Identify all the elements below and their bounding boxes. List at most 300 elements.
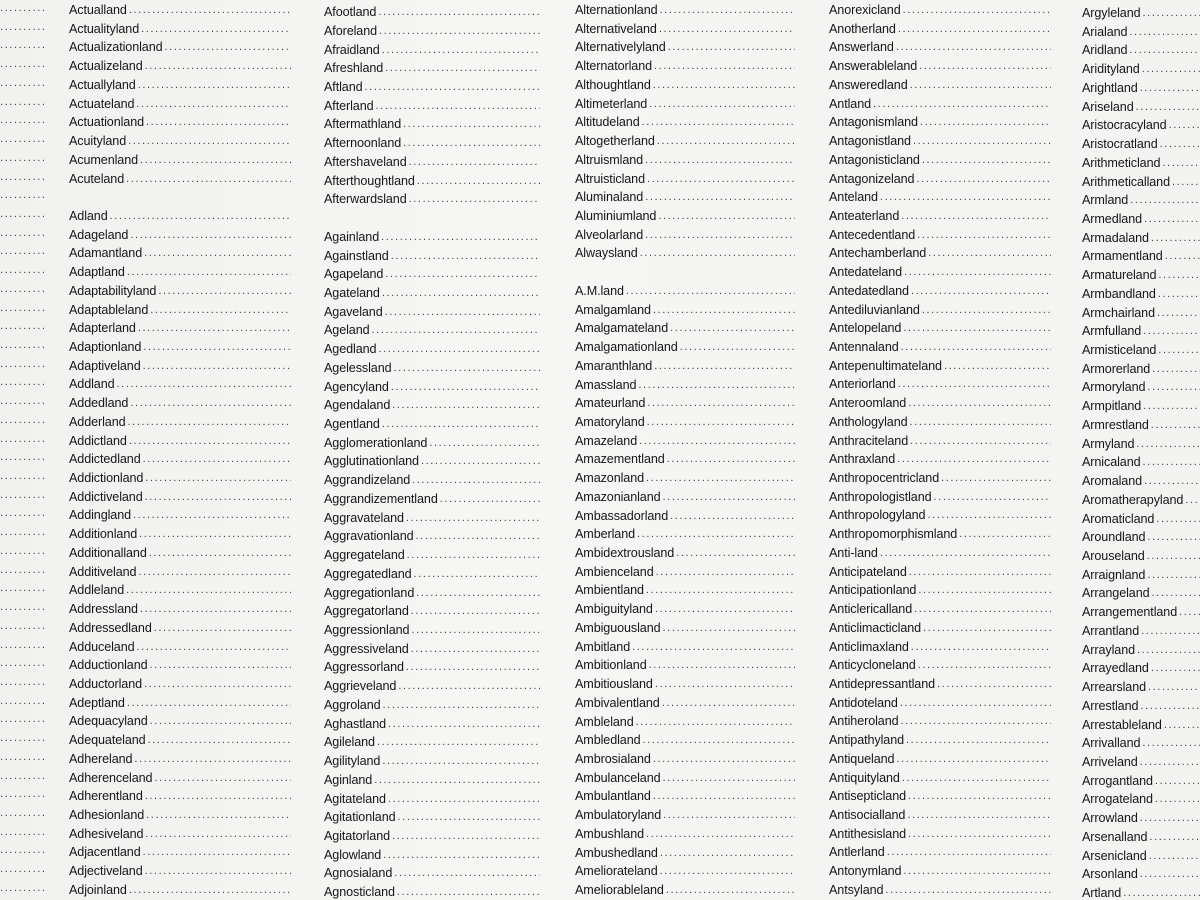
entry-word: Amazonland	[575, 471, 645, 486]
index-entry-antisepticland	[829, 786, 1051, 804]
index-entry-amazonland	[575, 468, 795, 486]
entry-word: Antelopeland	[829, 321, 902, 336]
dot-leader	[376, 98, 540, 114]
entry-word: Agileland	[324, 735, 375, 750]
dot-leader	[0, 524, 44, 542]
dot-leader	[1130, 192, 1200, 208]
dot-leader	[392, 828, 540, 844]
index-entry-armamentland	[1082, 246, 1200, 264]
index-entry-aggregatedland	[324, 564, 540, 582]
index-entry-addictedland	[69, 449, 291, 467]
dot-leader	[660, 2, 795, 18]
dot-leader	[398, 809, 540, 825]
index-entry-alternativelyland	[575, 37, 795, 55]
dot-leader	[0, 131, 44, 149]
dot-leader	[944, 358, 1051, 374]
index-entry-ambushland	[575, 824, 795, 842]
dot-leader	[647, 171, 795, 187]
index-entry-actualizeland	[69, 56, 291, 74]
index-entry-aridland	[1082, 40, 1200, 58]
index-entry-aggregatorland	[324, 601, 540, 619]
dot-leader	[901, 208, 1051, 224]
index-entry-althoughtland	[575, 75, 795, 93]
index-entry-aforeland	[324, 21, 540, 39]
index-entry-ambrosialand	[575, 749, 795, 767]
dot-leader	[150, 713, 291, 729]
entry-word: Adequacyland	[69, 714, 148, 729]
entry-word: Aghastland	[324, 716, 387, 731]
entry-word: Additionalland	[69, 545, 147, 560]
entry-word: Againstland	[324, 248, 389, 263]
entry-word: Adaptabilityland	[69, 283, 157, 298]
index-entry-aromaticland	[1082, 509, 1200, 527]
index-entry-antagonismland	[829, 112, 1051, 130]
entry-word: Amalgamland	[575, 302, 651, 317]
dot-leader	[680, 339, 795, 355]
dot-leader	[382, 416, 540, 432]
dot-leader	[383, 697, 540, 713]
index-entry-amazeland	[575, 431, 795, 449]
dot-leader	[0, 206, 44, 224]
entry-word: Actuationland	[69, 115, 145, 130]
dot-leader	[642, 114, 795, 130]
entry-word: Anthraciteland	[829, 433, 909, 448]
index-entry-arithmeticalland	[1082, 172, 1200, 190]
entry-word: Antidoteland	[829, 695, 898, 710]
entry-word: Agitationland	[324, 810, 396, 825]
index-entry-a-m-land	[575, 281, 795, 299]
dot-leader	[0, 75, 44, 93]
column-e	[1082, 0, 1200, 900]
index-entry-antonymland	[829, 861, 1051, 879]
entry-word: Amberland	[575, 527, 636, 542]
index-entry-armpitland	[1082, 396, 1200, 414]
entry-word: Antiheroland	[829, 714, 899, 729]
entry-word: Arnicaland	[1082, 455, 1141, 470]
index-entry-adapterland	[69, 318, 291, 336]
entry-word: Armorerland	[1082, 361, 1151, 376]
dot-leader	[887, 844, 1051, 860]
dot-leader	[1136, 99, 1200, 115]
index-entry-aromaland	[1082, 471, 1200, 489]
entry-word: Againland	[324, 229, 380, 244]
dot-leader	[918, 582, 1051, 598]
dot-leader	[143, 451, 291, 467]
dot-leader	[908, 395, 1051, 411]
index-entry-ariseland	[1082, 97, 1200, 115]
dot-leader	[0, 281, 44, 299]
dot-leader	[676, 545, 795, 561]
index-entry-ambushedland	[575, 843, 795, 861]
dot-leader	[1151, 660, 1200, 676]
entry-word: Ambidextrousland	[575, 546, 675, 560]
index-entry-agitateland	[324, 789, 540, 807]
dot-leader	[913, 133, 1051, 149]
entry-word: Aglowland	[324, 847, 382, 862]
dot-leader	[919, 58, 1051, 74]
index-entry-adeptland	[69, 693, 291, 711]
dot-leader	[127, 264, 291, 280]
dot-leader	[372, 322, 540, 338]
index-entry-antisocialland	[829, 805, 1051, 823]
dot-leader	[0, 0, 44, 18]
entry-word: Ambitionland	[575, 658, 647, 673]
index-entry-anticycloneland	[829, 655, 1051, 673]
entry-word: Antland	[829, 96, 872, 111]
entry-word: Adaptland	[69, 265, 125, 280]
dot-leader	[959, 526, 1051, 542]
index-entry-adaptland	[69, 262, 291, 280]
index-entry-ambitiousland	[575, 674, 795, 692]
dot-leader	[904, 264, 1051, 280]
dot-leader	[655, 676, 795, 692]
dot-leader	[126, 582, 291, 598]
dot-leader	[1147, 548, 1200, 564]
entry-word: Additionland	[69, 527, 138, 542]
index-entry-amazementland	[575, 449, 795, 467]
dot-leader	[1158, 286, 1200, 302]
index-entry-aggravateland	[324, 508, 540, 526]
entry-word: Altogetherland	[575, 134, 655, 149]
index-entry-ageland	[324, 320, 540, 338]
entry-word: Anorexicland	[829, 3, 901, 17]
index-entry-aluminiumland	[575, 206, 795, 224]
entry-word: Antisepticland	[829, 789, 907, 804]
index-entry-agateland	[324, 283, 540, 301]
index-entry-agileland	[324, 732, 540, 750]
index-entry-agendaland	[324, 395, 540, 413]
index-entry-antediluvianland	[829, 300, 1051, 318]
dot-leader	[1137, 642, 1200, 658]
index-entry-arrantland	[1082, 621, 1200, 639]
index-entry-aggressionland	[324, 620, 540, 638]
index-entry-afternoonland	[324, 133, 540, 151]
entry-word: Anticipationland	[829, 583, 917, 598]
entry-word: Arouseland	[1082, 548, 1145, 563]
dot-leader	[903, 320, 1051, 336]
dot-leader	[900, 695, 1051, 711]
entry-word: Actualizationland	[69, 40, 163, 55]
dot-leader	[0, 824, 44, 842]
index-entry-agaveland	[324, 302, 540, 320]
dot-leader	[128, 133, 291, 149]
index-entry-agedland	[324, 339, 540, 357]
entry-word: Anticlericalland	[829, 602, 913, 616]
index-entry-anteroomland	[829, 393, 1051, 411]
index-entry-adherentland	[69, 786, 291, 804]
entry-word: Adderland	[69, 414, 126, 429]
dot-leader	[0, 56, 44, 74]
index-entry-adjoinland	[69, 880, 291, 898]
index-entry-anticlimaxland	[829, 637, 1051, 655]
dot-leader	[880, 545, 1051, 561]
dot-leader	[411, 641, 540, 657]
index-entry-ambiguityland	[575, 599, 795, 617]
entry-word: Ambivalentland	[575, 695, 660, 710]
entry-word: Acuityland	[69, 134, 127, 148]
entry-word: Agendaland	[324, 398, 391, 413]
dot-leader	[1149, 848, 1200, 864]
dot-leader	[0, 94, 44, 112]
index-entry-aggroland	[324, 695, 540, 713]
entry-word: Amaranthland	[575, 358, 653, 373]
entry-word: Arrayland	[1082, 642, 1135, 657]
index-entry-alternativeland	[575, 19, 795, 37]
entry-word: Ageland	[324, 323, 370, 338]
entry-word: Aristocracyland	[1082, 118, 1167, 133]
entry-word: Afterland	[324, 98, 374, 113]
dot-leader	[0, 412, 44, 430]
index-entry-adequacyland	[69, 711, 291, 729]
dot-leader	[1140, 698, 1200, 714]
entry-word: Arrangeland	[1082, 586, 1150, 601]
entry-word: Armisticeland	[1082, 343, 1157, 357]
dot-leader	[145, 826, 291, 842]
dot-leader	[917, 227, 1051, 243]
dot-leader	[416, 528, 540, 544]
index-entry-arsenicland	[1082, 846, 1200, 864]
dot-leader	[110, 208, 291, 224]
entry-word: Agapeland	[324, 267, 384, 282]
index-entry-aristocratland	[1082, 134, 1200, 152]
index-entry-adaptionland	[69, 337, 291, 355]
dot-leader	[146, 114, 291, 130]
index-entry-adhesiveland	[69, 824, 291, 842]
index-entry-aggregationland	[324, 583, 540, 601]
entry-word: Ambitland	[575, 639, 631, 654]
entry-word: Ambulantland	[575, 789, 651, 804]
entry-word: Amazementland	[575, 452, 665, 467]
column-c	[575, 0, 795, 900]
index-entry-antidoteland	[829, 693, 1051, 711]
index-entry-armisticeland	[1082, 340, 1200, 358]
index-entry-agnosialand	[324, 863, 540, 881]
entry-word: Anti-land	[829, 545, 878, 560]
entry-word: Anthologyland	[829, 414, 908, 429]
index-entry-antechamberland	[829, 243, 1051, 261]
entry-word: Altruismland	[575, 152, 644, 167]
entry-word: Aggregatedland	[324, 566, 412, 581]
dot-leader	[934, 489, 1051, 505]
index-entry-altitudeland	[575, 112, 795, 130]
dot-leader	[897, 451, 1051, 467]
entry-word: Addressedland	[69, 620, 152, 635]
entry-word: Antechamberland	[829, 246, 927, 261]
dot-leader	[1147, 529, 1200, 545]
dot-leader	[148, 732, 291, 748]
dot-leader	[1144, 473, 1200, 489]
entry-word: Altruisticland	[575, 171, 645, 186]
dot-leader	[666, 882, 795, 898]
dot-leader	[411, 622, 540, 638]
dot-leader	[927, 507, 1051, 523]
dot-leader	[0, 730, 44, 748]
dot-leader	[658, 208, 795, 224]
index-entry-alternatorland	[575, 56, 795, 74]
entry-word: Aridityland	[1082, 62, 1140, 77]
dot-leader	[0, 449, 44, 467]
entry-word: Antiqueland	[829, 751, 895, 766]
entry-word: Antediluvianland	[829, 302, 920, 317]
index-entry-actuateland	[69, 94, 291, 112]
entry-word: Antepenultimateland	[829, 358, 942, 373]
entry-word: Armyland	[1082, 436, 1135, 451]
dot-leader	[922, 302, 1051, 318]
dot-leader	[128, 414, 291, 430]
dot-leader	[654, 358, 795, 374]
dot-leader	[411, 603, 540, 619]
dot-leader	[1185, 492, 1200, 508]
index-entry-arsonland	[1082, 864, 1200, 882]
index-entry-addland	[69, 374, 291, 392]
entry-word: Anteroomland	[829, 396, 907, 411]
index-entry-actuationland	[69, 112, 291, 130]
dot-leader	[403, 135, 540, 151]
index-entry-answeredland	[829, 75, 1051, 93]
dot-leader	[154, 770, 291, 786]
index-entry-agglutinationland	[324, 451, 540, 469]
index-entry-armland	[1082, 190, 1200, 208]
index-entry-armorerland	[1082, 359, 1200, 377]
index-entry-answerableland	[829, 56, 1051, 74]
entry-word: Afreshland	[324, 61, 384, 76]
entry-word: Agencyland	[324, 379, 389, 394]
dot-leader	[1165, 248, 1200, 264]
index-entry-addressland	[69, 599, 291, 617]
entry-word: Aromatherapyland	[1082, 492, 1184, 507]
dot-leader	[643, 732, 795, 748]
dot-leader	[649, 657, 795, 673]
dot-leader	[880, 189, 1051, 205]
dot-leader	[911, 283, 1051, 299]
dot-leader	[412, 472, 540, 488]
dot-leader	[1140, 80, 1200, 96]
dot-leader	[379, 23, 540, 39]
dot-leader	[1156, 511, 1200, 527]
index-entry-alternationland	[575, 0, 795, 18]
entry-word: Arightland	[1082, 80, 1138, 95]
index-entry-ambitland	[575, 637, 795, 655]
index-entry-adaptableland	[69, 300, 291, 318]
entry-word: Ambulanceland	[575, 770, 661, 785]
dot-leader	[670, 508, 795, 524]
dot-leader	[918, 657, 1051, 673]
entry-word: Altitudeland	[575, 115, 640, 130]
left-edge-leaders	[0, 0, 44, 900]
entry-word: Arrestableland	[1082, 717, 1162, 732]
entry-word: Aggroland	[324, 697, 381, 712]
entry-word: Anthraxland	[829, 452, 896, 467]
dot-leader	[1179, 604, 1200, 620]
index-entry-aristocracyland	[1082, 115, 1200, 133]
index-entry-acumenland	[69, 150, 291, 168]
dot-leader	[626, 283, 795, 299]
dot-leader	[1172, 174, 1200, 190]
index-entry-ambitionland	[575, 655, 795, 673]
entry-word: Antedateland	[829, 265, 903, 280]
index-entry-anthropocentricland	[829, 468, 1051, 486]
entry-word: Ameliorableland	[575, 883, 664, 897]
dot-leader	[130, 227, 291, 243]
dot-leader	[647, 395, 795, 411]
entry-word: Adhesionland	[69, 808, 145, 822]
dot-leader	[143, 844, 291, 860]
index-entry-arrogantland	[1082, 771, 1200, 789]
dot-leader	[117, 376, 291, 392]
entry-word: Additiveland	[69, 564, 137, 579]
index-entry-acuteland	[69, 169, 291, 187]
entry-word: Actuallyland	[69, 77, 136, 92]
dot-leader	[0, 262, 44, 280]
entry-word: Arsenalland	[1082, 829, 1148, 844]
index-entry-antennaland	[829, 337, 1051, 355]
dot-leader	[0, 505, 44, 523]
index-entry-adhereland	[69, 749, 291, 767]
dot-leader	[1152, 361, 1200, 377]
entry-word: Armrestland	[1082, 417, 1149, 432]
entry-word: Arrogateland	[1082, 792, 1153, 807]
dot-leader	[143, 339, 291, 355]
entry-word: Afraidland	[324, 42, 380, 57]
entry-word: Anteaterland	[829, 208, 900, 223]
entry-word: Anthropocentricland	[829, 471, 940, 485]
index-entry-alveolarland	[575, 225, 795, 243]
entry-word: Aluminiumland	[575, 209, 657, 223]
dot-leader	[0, 19, 44, 37]
index-entry-arrestableland	[1082, 715, 1200, 733]
entry-word: Aggressionland	[324, 623, 410, 637]
entry-word: Adageland	[69, 227, 129, 242]
dot-leader	[1152, 585, 1200, 601]
entry-word: Arrayedland	[1082, 661, 1149, 676]
entry-word: Ambiguityland	[575, 602, 653, 617]
index-entry-adamantland	[69, 243, 291, 261]
dot-leader	[0, 562, 44, 580]
entry-word: Armpitland	[1082, 399, 1142, 414]
index-entry-arrangementland	[1082, 602, 1200, 620]
dot-leader	[637, 526, 795, 542]
index-entry-additionland	[69, 524, 291, 542]
entry-word: Aroundland	[1082, 530, 1146, 545]
dot-leader	[1148, 679, 1200, 695]
index-entry-actualizationland	[69, 37, 291, 55]
entry-word: Aggregateland	[324, 548, 405, 563]
dot-leader	[941, 470, 1051, 486]
entry-word: Antagonizeland	[829, 171, 915, 186]
index-entry-antipathyland	[829, 730, 1051, 748]
index-entry-aluminaland	[575, 187, 795, 205]
dot-leader	[659, 21, 795, 37]
dot-leader	[140, 152, 291, 168]
entry-word: Antisocialland	[829, 808, 906, 822]
index-entry-artland	[1082, 883, 1200, 900]
index-entry-afterland	[324, 96, 540, 114]
index-entry-actualland	[69, 0, 291, 18]
entry-word: Agelessland	[324, 360, 392, 375]
index-entry-aggregateland	[324, 545, 540, 563]
entry-word: Adjoinland	[69, 882, 127, 897]
entry-word: Adherentland	[69, 789, 143, 804]
entry-word: Adjacentland	[69, 845, 141, 860]
index-entry-armfulland	[1082, 321, 1200, 339]
index-entry-amalgamateland	[575, 318, 795, 336]
dot-leader	[922, 152, 1051, 168]
entry-word: Arsenicland	[1082, 848, 1147, 863]
dot-leader	[0, 693, 44, 711]
dot-leader	[414, 566, 540, 582]
dot-leader	[656, 564, 795, 580]
entry-word: A.M.land	[575, 283, 624, 298]
